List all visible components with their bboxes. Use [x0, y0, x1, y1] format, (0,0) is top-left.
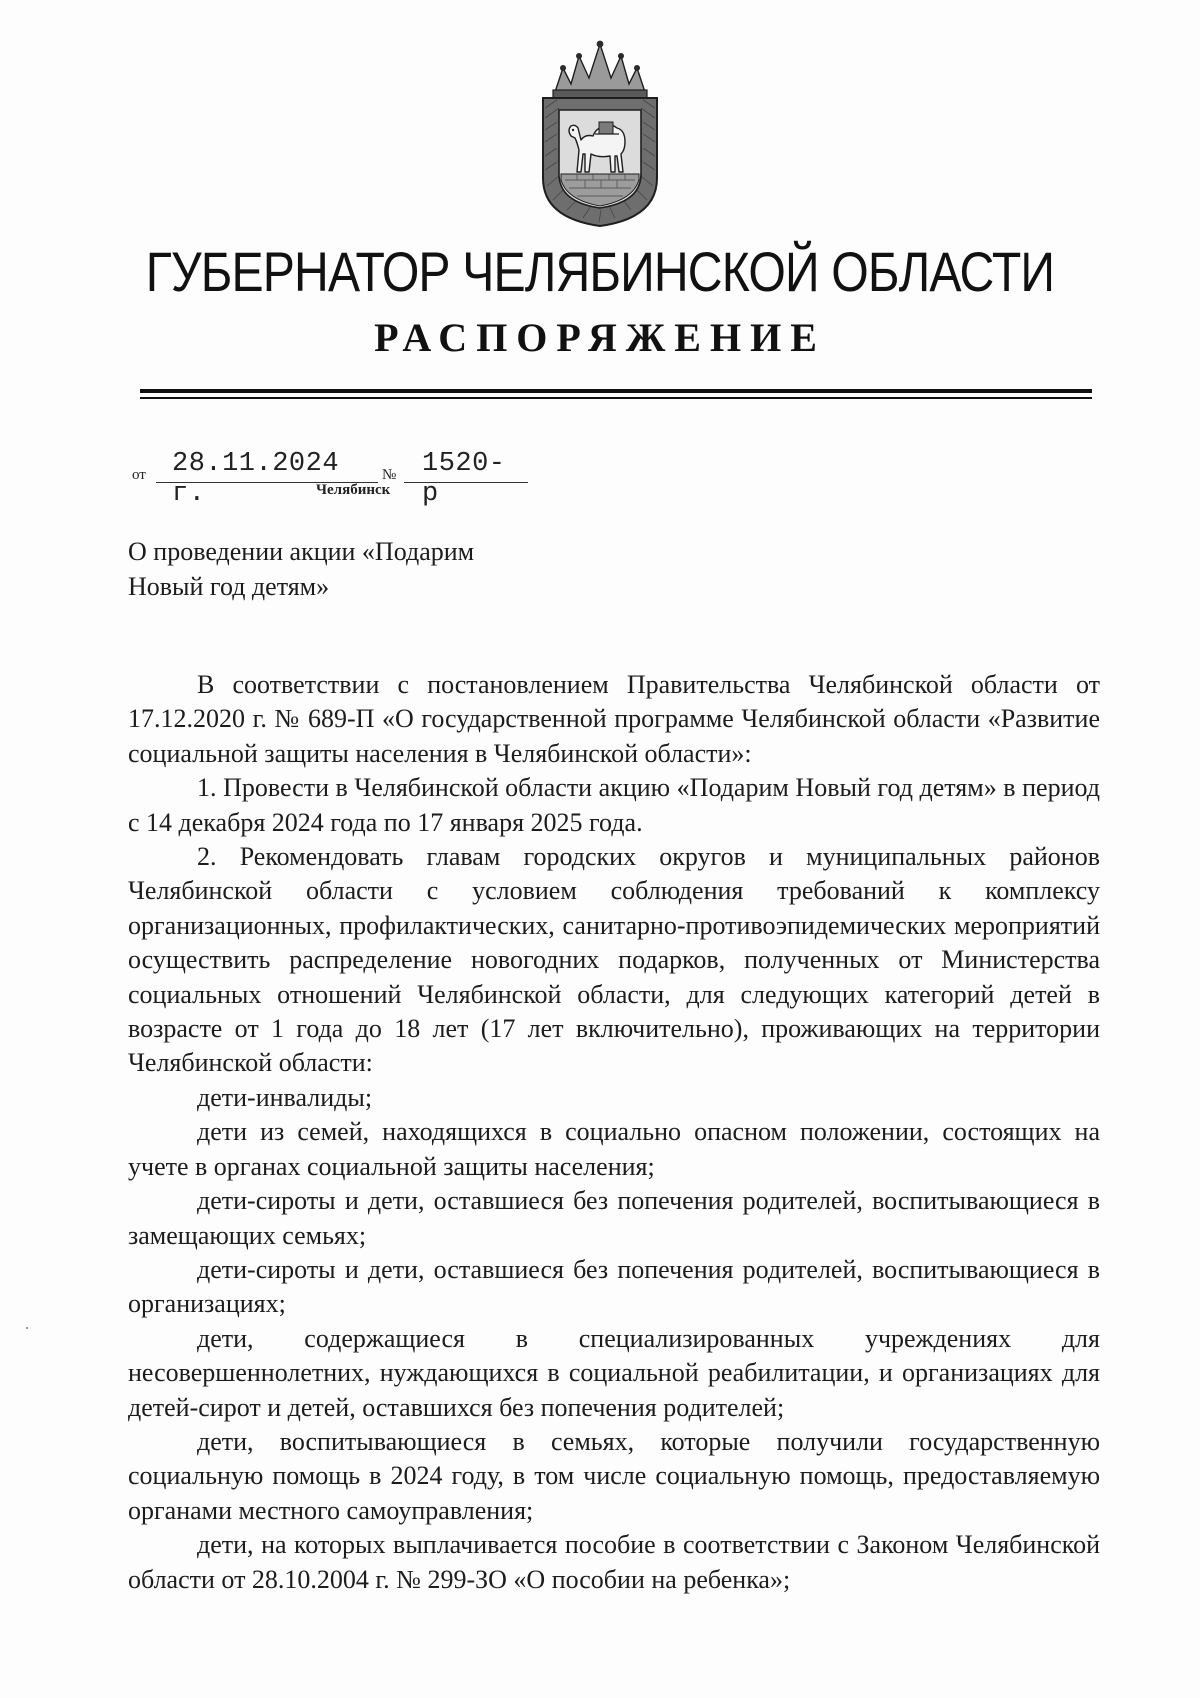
body-paragraph: дети-сироты и дети, оставшиеся без попечения родителей, воспитывающиеся в организациях; [128, 1254, 1100, 1319]
document-subject [128, 534, 474, 604]
coat-of-arms-icon [537, 38, 663, 228]
issue-city: Челябинск [316, 482, 391, 498]
scan-speck [26, 1327, 28, 1329]
body-paragraph: дети из семей, находящихся в социально опасном положении, состоящих на учете в органах социальной защиты населения; [128, 1117, 1100, 1181]
date-label: от [132, 467, 146, 483]
body-paragraph: 2. Рекомендовать главам городских округов и муниципальных районов Челябинской области с условием соблюдения требований к комплексу организационных, профилактических, санитарно-противоэпидемических мероприятий осуществить распределение новогодних подарков, полученных от Министерства социальных отношений Челябинской области, для следующих категорий детей в возрасте от 1 года до 18 лет (17 лет включительно), проживающих на территории Челябинской области: [128, 842, 1100, 1078]
body-paragraph: 1. Провести в Челябинской области акцию «Подарим Новый год детям» в период с 14 декабря 2024 года по 17 января 2025 года. [128, 773, 1100, 837]
subject-line-1: О проведении акции «Подарим [128, 537, 475, 566]
document-body [128, 668, 1100, 1597]
body-paragraph: дети, на которых выплачивается пособие в соответствии с Законом Челябинской области от 28.10.2004 г. № 299-ЗО «О пособии на ребенка»; [128, 1530, 1100, 1594]
subject-line-2: Новый год детям» [128, 572, 330, 601]
document-number: 1520-р [422, 449, 506, 509]
header-divider-thin [140, 397, 1092, 399]
document-date: 28.11.2024 г. [172, 449, 340, 509]
body-paragraph: дети, содержащиеся в специализированных учреждениях для несовершеннолетних, нуждающихся в социальной реабилитации, и организациях для детей-сирот и детей, оставшихся без попечения родителей; [128, 1323, 1100, 1422]
body-paragraph: В соответствии с постановлением Правительства Челябинской области от 17.12.2020 г. № 689-П «О государственной программе Челябинской области «Развитие социальной защиты населения в Челябинской области»: [128, 670, 1100, 768]
body-paragraph: дети-сироты и дети, оставшиеся без попечения родителей, воспитывающиеся в замещающих семьях; [128, 1186, 1100, 1250]
number-label: № [382, 467, 397, 483]
body-paragraph: дети, воспитывающиеся в семьях, которые получили государственную социальную помощь в 2024 году, в том числе социальную помощь, предоставляемую органами местного самоуправления; [128, 1426, 1100, 1525]
header-divider-thick [140, 389, 1092, 393]
body-paragraph: дети-инвалиды; [197, 1082, 373, 1112]
document-type-title: РАСПОРЯЖЕНИЕ [374, 315, 826, 360]
issuing-authority-title: ГУБЕРНАТОР ЧЕЛЯБИНСКОЙ ОБЛАСТИ [145, 240, 1055, 303]
